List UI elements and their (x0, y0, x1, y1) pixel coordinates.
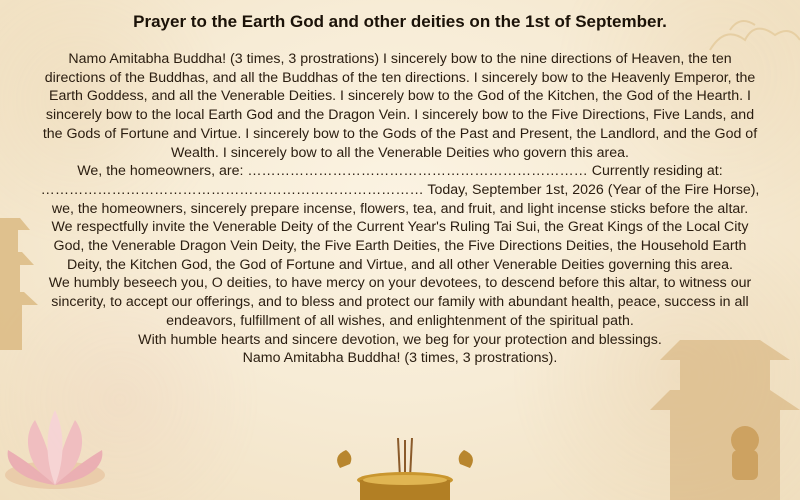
page-title: Prayer to the Earth God and other deities on the 1st of September. (133, 12, 667, 31)
prayer-paragraph-devotion: With humble hearts and sincere devotion, we beg for your protection and blessings. (138, 331, 662, 348)
lotus-flower-decoration (0, 380, 130, 500)
pagoda-left-decoration (0, 210, 40, 350)
prayer-paragraph-beseech: We humbly beseech you, O deities, to have mercy on your devotees, to descend before this altar, to witness our sincerity, to accept our offerings, and to bless and protect our family with abundant health, peace, success in all endeavors, fulfillment of all wishes, and enlightenment of the spiritual path. (48, 275, 752, 329)
incense-burner-icon (330, 438, 480, 500)
prayer-paragraph-closing: Namo Amitabha Buddha! (3 times, 3 prostrations). (242, 350, 558, 367)
prayer-paragraph-invocation: Namo Amitabha Buddha! (3 times, 3 prostrations) I sincerely bow to the nine directions of Heaven, the ten directions of the Buddhas, and all the Buddhas of the ten directions. I sincerely bow to the Heavenly Emperor, the Earth Goddess, and all the Venerable Deities. I sincerely bow to the God of the Kitchen, the God of the Hearth. I sincerely bow to the local Earth God and the Dragon Vein. I sincerely bow to the Five Directions, Five Lands, and the Gods of Fortune and Virtue. I sincerely bow to the Gods of the Past and Present, the Landlord, and the God of Wealth. I sincerely bow to all the Venerable Deities who govern this area. (42, 51, 758, 161)
prayer-body (40, 50, 760, 368)
prayer-paragraph-homeowners: We, the homeowners, are: ……………………………………………………………… Currently residing at: ……………………………………………………………………… Today, September 1st, 2026 (Year of the Fire Horse), we, the homeowners, sincerely prepare incense, flowers, tea, and fruit, and light incense sticks before the altar. We respectfully invite the Venerable Deity of the Current Year's Ruling Tai Sui, the Great Kings of the Local City God, the Venerable Dragon Vein Deity, the Five Earth Deities, the Five Directions Deities, the Household Earth Deity, the Kitchen God, the God of Fortune and Virtue, and all other Venerable Deities governing this area. (40, 163, 760, 273)
